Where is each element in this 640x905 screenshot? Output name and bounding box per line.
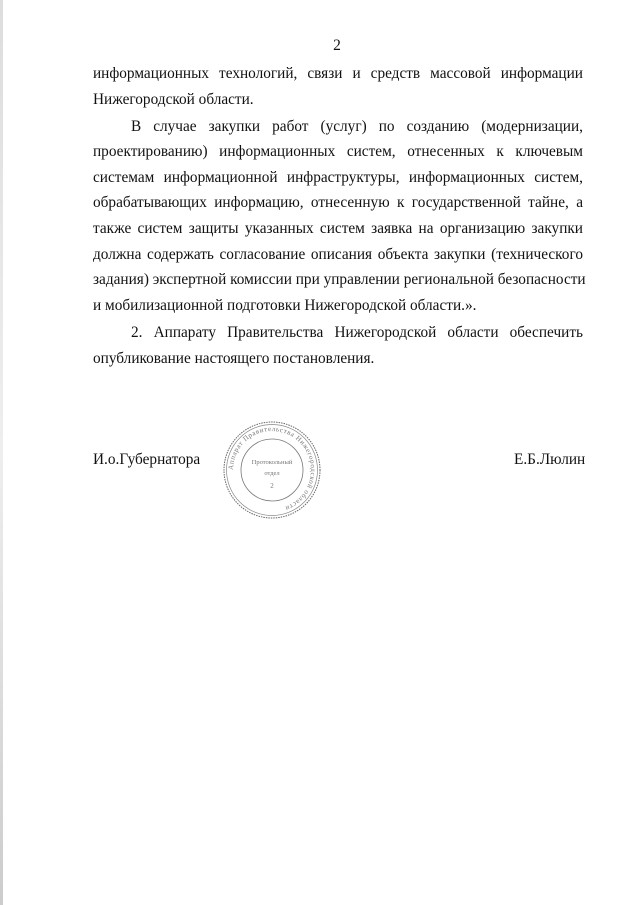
svg-text:Аппарат Правительства Нижегоро xyxy=(227,425,317,513)
stamp-ring-text: Аппарат Правительства Нижегородской области xyxy=(226,424,318,513)
text-line: Нижегородской области. xyxy=(93,90,254,108)
text-line: опубликование настоящего постановления. xyxy=(93,349,375,367)
page-number: 2 xyxy=(333,37,341,54)
paragraph-3 xyxy=(93,320,583,371)
text-line: информационных технологий, связи и средств массовой информации xyxy=(93,65,583,82)
stamp-center-line-3: 2 xyxy=(270,482,274,490)
text-line: В случае закупки работ (услуг) по созданию (модернизации, xyxy=(131,117,583,135)
text-line: обрабатывающих информацию, отнесенную к государственной тайне, а xyxy=(93,194,583,212)
official-stamp xyxy=(222,420,322,520)
text-line: проектированию) информационных систем, отнесенных к ключевым xyxy=(93,143,583,161)
text-line: задания) экспертной комиссии при управлении региональной безопасности xyxy=(93,271,586,289)
paragraph-2 xyxy=(93,114,586,319)
text-line: должна содержать согласование описания объекта закупки (технического xyxy=(93,245,583,263)
signature-title: И.о.Губернатора xyxy=(93,451,201,468)
document-body xyxy=(93,61,586,371)
text-line: также систем защиты указанных систем заявка на организацию закупки xyxy=(93,220,583,238)
text-line: системам информационной инфраструктуры, информационных систем, xyxy=(93,168,583,186)
stamp-center-line-2: отдел xyxy=(264,470,280,477)
scan-edge xyxy=(0,0,3,905)
paragraph-1 xyxy=(93,61,583,112)
stamp-center-line-1: Протокольный xyxy=(251,459,293,466)
text-line: и мобилизационной подготовки Нижегородской области.». xyxy=(93,296,477,314)
text-line: 2. Аппарату Правительства Нижегородской области обеспечить xyxy=(131,323,583,341)
signature-name: Е.Б.Люлин xyxy=(514,451,586,468)
